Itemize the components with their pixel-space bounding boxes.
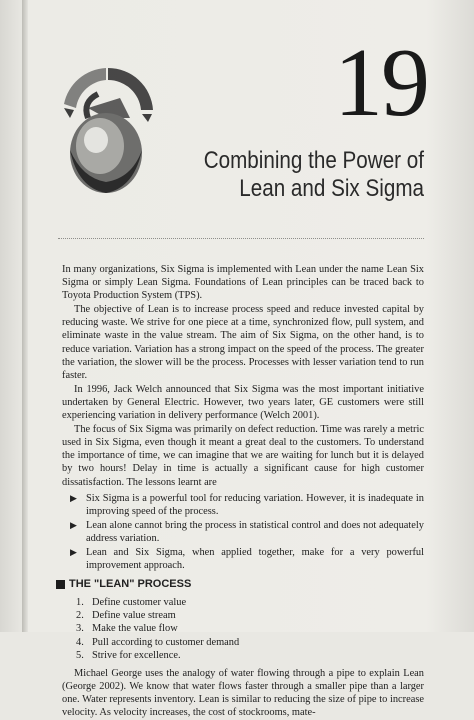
swirl-sphere-icon	[48, 58, 168, 208]
list-item: ▶ Six Sigma is a powerful tool for reducing variation. However, it is inadequate in improving speed of the process.	[70, 492, 424, 517]
chapter-number: 19	[334, 29, 428, 137]
bullet-arrow-icon: ▶	[70, 519, 77, 530]
paragraph-closing: Michael George uses the analogy of water flowing through a pipe to explain Lean (George 2002). We know that water flows faster through a smaller pipe than a larger one. Water represents inventory. Lean is similar to reducing the size of pipe to increase velocity. As velocity increases, the cost of stockrooms, mate-	[62, 667, 424, 718]
page-spine-shadow	[22, 0, 28, 632]
list-item: 1. Define customer value	[76, 597, 187, 609]
section-square-icon	[56, 580, 65, 589]
list-item: 5. Strive for excellence.	[76, 649, 181, 661]
list-item: ▶ Lean and Six Sigma, when applied together, make for a very powerful improvement approach.	[70, 546, 424, 572]
title-divider	[58, 238, 424, 239]
paragraph-objective: The objective of Lean is to increase process speed and reduce invested capital by reducing waste. We strive for one piece at a time, synchronized flow, pull system, and eliminate waste in the value stream. The aim of Six Sigma, on the other hand, is to reduce variation. Variation has a strong impact on the speed of the process. The greater the variation, the slower will be the process. Processes with lesser variation tend to run faster.	[62, 304, 424, 381]
paragraph-welch: In 1996, Jack Welch announced that Six Sigma was the most important initiative undertaken by General Electric. However, two years later, GE customers were still experiencing variation in delivery performance (Welch 2001).	[62, 383, 424, 422]
chapter-title-line1: Combining the Power of	[203, 147, 424, 174]
bullet-arrow-icon: ▶	[70, 546, 77, 557]
lessons-list	[62, 492, 424, 573]
list-item: 2. Define value stream	[76, 610, 176, 622]
paragraph-focus: The focus of Six Sigma was primarily on defect reduction. Time was rarely a metric used in Six Sigma, even though it meant a great deal to the customers. To understand the importance of time, we can imagine that we are waiting for lunch but it is delayed by two hours! Delay in time is actually a significant cause for high customer dissatisfaction. The lessons learnt are	[62, 424, 424, 488]
bullet-arrow-icon: ▶	[70, 492, 77, 503]
lean-steps-list	[62, 596, 424, 661]
list-item: 3. Make the value flow	[76, 623, 178, 635]
section-heading: THE "LEAN" PROCESS	[56, 578, 424, 591]
chapter-title	[200, 147, 424, 203]
chapter-title-line2: Lean and Six Sigma	[239, 175, 424, 202]
list-item: ▶ Lean alone cannot bring the process in statistical control and does not adequately address variation.	[70, 519, 424, 544]
paragraph-intro: In many organizations, Six Sigma is implemented with Lean under the name Lean Six Sigma or simply Lean Sigma. Foundations of Lean principles can be traced back to Toyota Production System (TPS).	[62, 264, 424, 302]
list-item: 4. Pull according to customer demand	[76, 636, 240, 648]
chapter-body	[62, 263, 424, 720]
